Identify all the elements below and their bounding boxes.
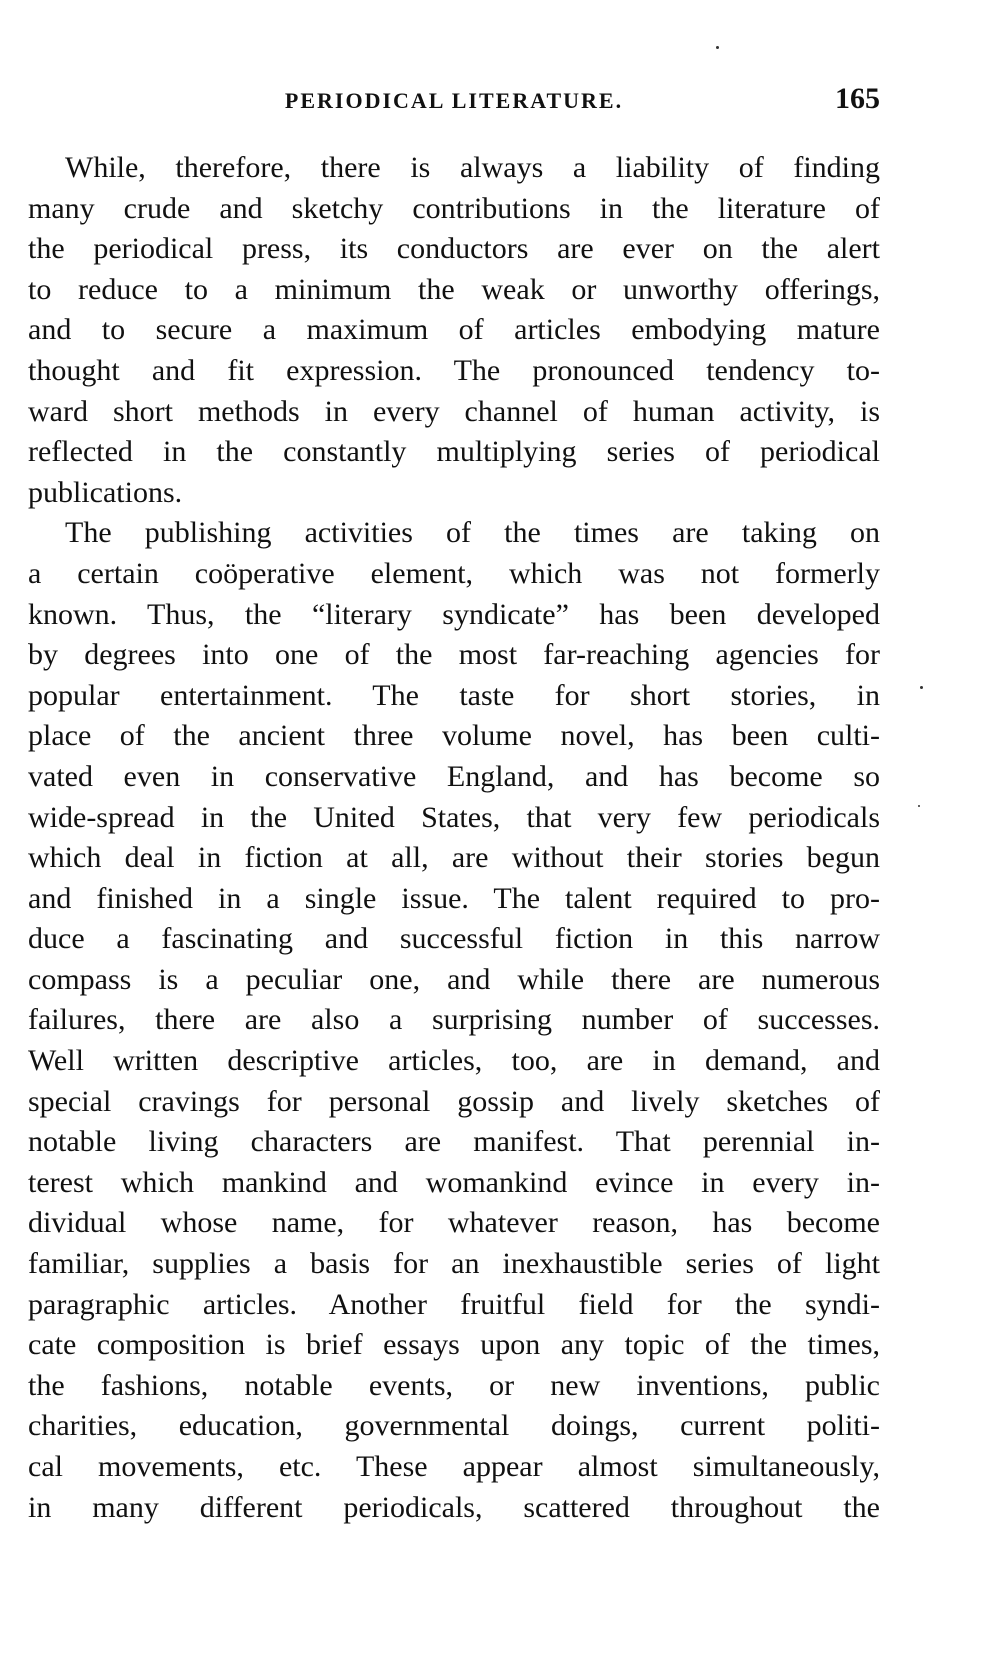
page-number: 165 <box>835 82 880 115</box>
text-line: many crude and sketchy contributions in the literature of <box>28 191 880 225</box>
scan-speck <box>918 805 920 807</box>
text-line: cal movements, etc. These appear almost simultaneously, <box>28 1450 880 1483</box>
text-line: terest which mankind and womankind evince in every in- <box>28 1165 880 1199</box>
text-line: the periodical press, its conductors are ever on the alert <box>28 232 880 266</box>
paragraph-1 <box>28 148 880 513</box>
body-text <box>28 148 880 1528</box>
text-line: paragraphic articles. Another fruitful field for the syndi- <box>28 1287 880 1321</box>
text-line: and to secure a maximum of articles embodying mature <box>28 313 880 347</box>
scan-speck <box>920 686 923 689</box>
text-line: familiar, supplies a basis for an inexhaustible series of light <box>28 1247 880 1281</box>
text-line: vated even in conservative England, and has become so <box>28 759 880 793</box>
text-line: dividual whose name, for whatever reason, has become <box>28 1206 880 1240</box>
text-line: The publishing activities of the times are taking on <box>65 516 880 550</box>
text-line: compass is a peculiar one, and while there are numerous <box>28 962 880 996</box>
text-line: a certain coöperative element, which was not formerly <box>28 556 880 590</box>
text-line: and finished in a single issue. The talent required to pro- <box>28 881 880 915</box>
text-line: the fashions, notable events, or new inventions, public <box>28 1368 880 1402</box>
page-header <box>28 78 880 118</box>
text-line: popular entertainment. The taste for short stories, in <box>28 678 880 712</box>
text-line: ward short methods in every channel of human activity, is <box>28 394 880 428</box>
text-line: Well written descriptive articles, too, are in demand, and <box>28 1044 880 1078</box>
text-line: cate composition is brief essays upon any topic of the times, <box>28 1328 880 1362</box>
scan-speck <box>716 46 719 49</box>
paragraph-2 <box>28 513 880 1528</box>
text-line: wide-spread in the United States, that very few periodicals <box>28 800 880 834</box>
text-line: known. Thus, the “literary syndicate” has been developed <box>28 597 880 631</box>
text-line: place of the ancient three volume novel, has been culti- <box>28 719 880 753</box>
text-line: in many different periodicals, scattered throughout the <box>28 1490 880 1524</box>
text-line: duce a fascinating and successful fiction in this narrow <box>28 922 880 956</box>
text-line: special cravings for personal gossip and lively sketches of <box>28 1084 880 1118</box>
text-line: reflected in the constantly multiplying series of periodical <box>28 435 880 469</box>
text-line: which deal in fiction at all, are without their stories begun <box>28 841 880 875</box>
text-line: by degrees into one of the most far-reaching agencies for <box>28 638 880 672</box>
text-line: charities, education, governmental doings, current politi- <box>28 1409 880 1443</box>
text-line: While, therefore, there is always a liability of finding <box>65 151 880 184</box>
text-line: to reduce to a minimum the weak or unworthy offerings, <box>28 272 880 306</box>
running-title: PERIODICAL LITERATURE. <box>284 88 624 113</box>
text-line: publications. <box>28 475 183 509</box>
text-line: failures, there are also a surprising number of successes. <box>28 1003 880 1037</box>
text-line: notable living characters are manifest. That perennial in- <box>28 1125 880 1159</box>
text-line: thought and fit expression. The pronounced tendency to- <box>28 353 880 387</box>
